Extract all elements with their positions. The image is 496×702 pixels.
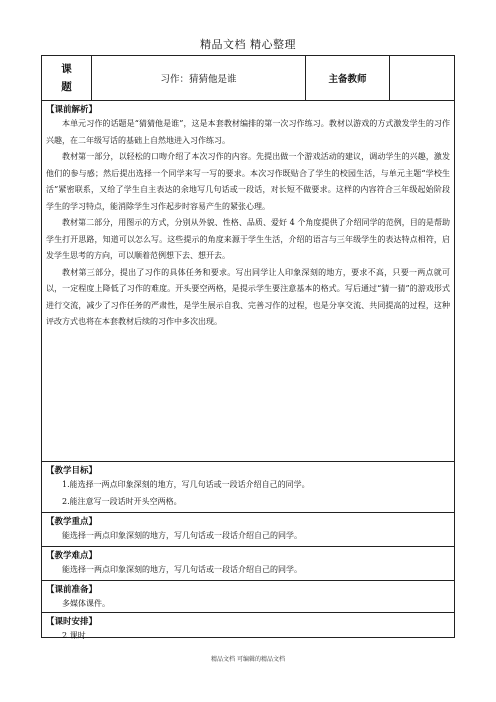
key-points-text: 能选择一两点印象深刻的地方，写几句话或一段话介绍自己的同学。 xyxy=(62,531,302,540)
page-footer: 精品文档 可编辑的精品文档 xyxy=(211,656,285,663)
topic-label-text: 课 题 xyxy=(61,63,72,93)
key-points-title: 【教学重点】 xyxy=(46,517,98,527)
difficulties-text: 能选择一两点印象深刻的地方，写几句话或一段话介绍自己的同学。 xyxy=(62,565,302,574)
analysis-paragraph: 教材第二部分，用图示的方式，分别从外貌、性格、品质、爱好 4 个角度提供了介绍同学的范例，目的是帮助学生打开思路，知道可以怎么写。这些提示的角度来源于学生生活，介绍的语言与三年级学生的表达特点相符，启发学生思考的方向，可以顺着范例想下去、想开去。 xyxy=(46,218,450,260)
page-header: 精品文档 精心整理 xyxy=(200,38,296,51)
goal-item: 1.能选择一两点印象深刻的地方，写几句话或一段话介绍自己的同学。 xyxy=(62,480,310,489)
lesson-title: 习作：猜猜他是谁 xyxy=(92,56,306,100)
difficulties-title: 【教学难点】 xyxy=(46,551,98,561)
schedule-text: 2 课时 xyxy=(62,631,86,640)
analysis-paragraph: 教材第一部分，以轻松的口吻介绍了本次习作的内容。先提出做一个游戏活动的建议，调动学生的兴趣，激发他们的参与感；然后提出选择一个同学来写一写的要求。本次习作既贴合了学生的校园生活，与单元主题“学校生活”紧密联系，又给了学生自主表达的余地写几句话或一段话，对长短不做要求。这样的内容符合三年级起始阶段学生的学习特点，能消除学生习作起步时容易产生的紧张心理。 xyxy=(46,152,450,211)
topic-label xyxy=(42,56,92,100)
key-points-section xyxy=(42,513,454,547)
preparation-title: 【课前准备】 xyxy=(46,585,98,595)
teacher-label: 主备教师 xyxy=(306,56,390,100)
analysis-paragraph: 教材第三部分，提出了习作的具体任务和要求。写出同学让人印象深刻的地方，要求不高，只要一两点就可以，一定程度上降低了习作的难度。开头要空两格，是提示学生要注意基本的格式。写后通过“猜一猜”的游戏形式进行交流，减少了习作任务的严肃性，是学生展示自我、完善习作的过程，也是分享交流、共同提高的过程，这种评改方式也将在本套教材后续的习作中多次出现。 xyxy=(46,267,450,326)
title-row xyxy=(42,56,454,101)
teacher-value xyxy=(390,56,454,100)
preparation-section xyxy=(42,581,454,613)
preparation-text: 多媒体课件。 xyxy=(62,599,110,608)
goals-title: 【教学目标】 xyxy=(46,466,98,476)
schedule-section xyxy=(42,613,454,640)
schedule-title: 【课时安排】 xyxy=(46,617,98,627)
goal-item: 2.能注意写一段话时开头空两格。 xyxy=(62,496,182,506)
goals-section xyxy=(42,462,454,513)
analysis-paragraph: 本单元习作的话题是“猜猜他是谁”，这是本套教材编排的第一次习作练习。教材以游戏的方式激发学生的习作兴趣，在二年级写话的基础上自然地进入习作练习。 xyxy=(46,119,450,145)
lesson-plan-table xyxy=(41,55,455,638)
difficulties-section xyxy=(42,547,454,581)
analysis-section xyxy=(42,101,454,462)
analysis-title: 【课前解析】 xyxy=(46,105,98,115)
